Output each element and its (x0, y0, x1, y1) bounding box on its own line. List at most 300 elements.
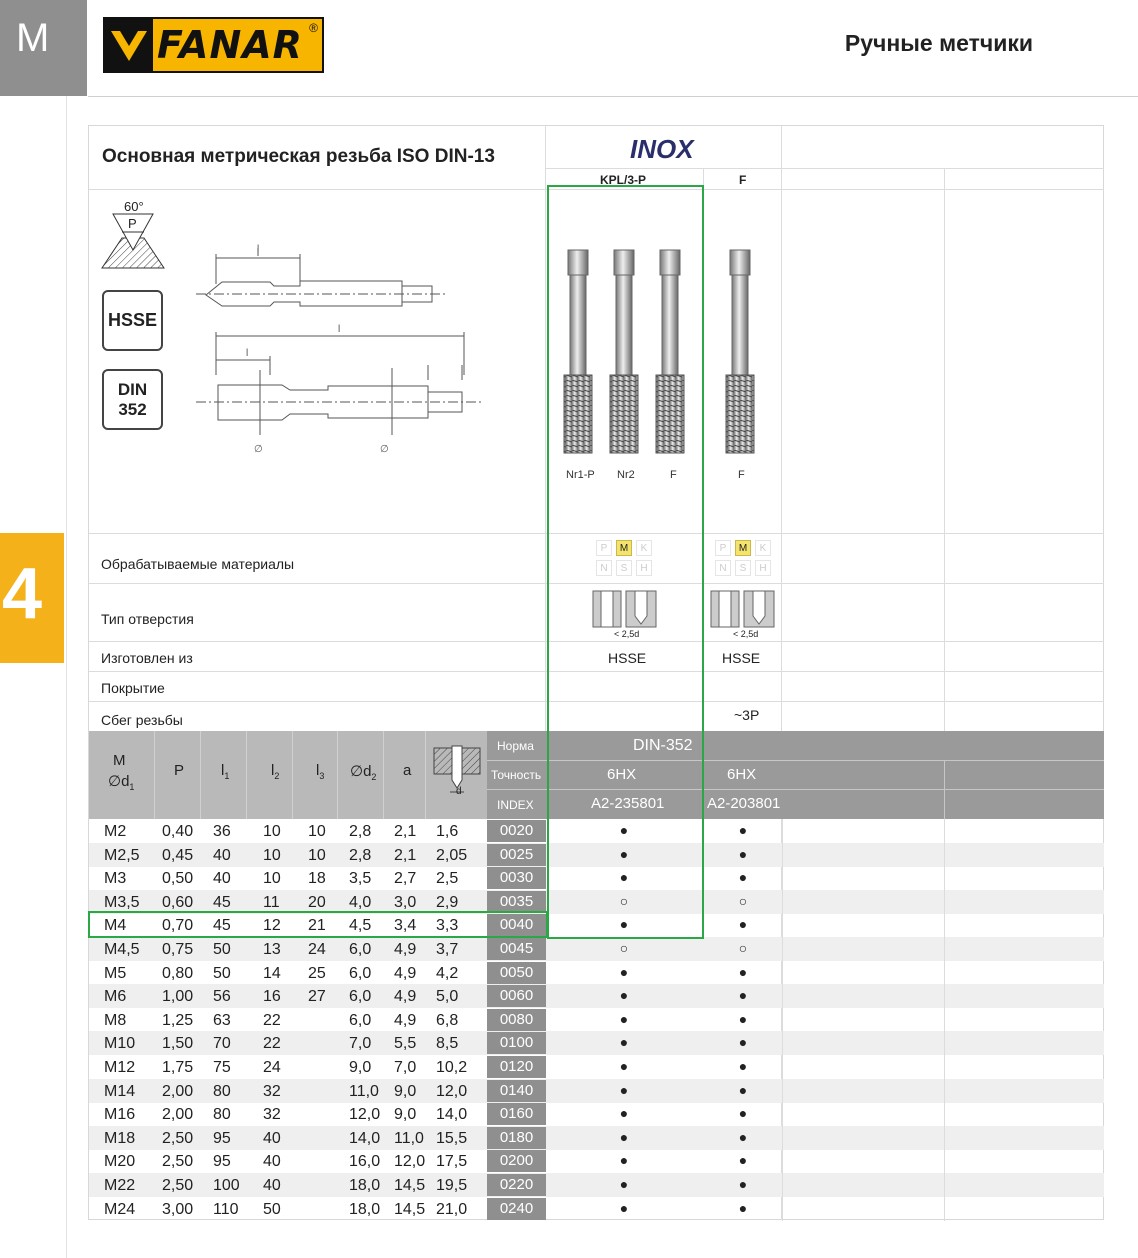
cell-a: 4,9 (394, 964, 417, 982)
cell-m: M2 (104, 823, 127, 840)
cell-a: 11,0 (394, 1129, 424, 1147)
availability-mark: ● (619, 916, 629, 933)
grid-line (944, 984, 945, 1008)
tap-label-nr1p: Nr1-P (566, 469, 595, 481)
grid-line (944, 819, 945, 843)
svg-text:l: l (257, 244, 260, 255)
hole-note: < 2,5d (614, 629, 640, 639)
material-k: K (636, 540, 652, 556)
grid-line (944, 1102, 945, 1126)
cell-l3: 20 (308, 893, 326, 911)
index-cell: 0200 (487, 1150, 546, 1172)
col-m: M (113, 752, 126, 769)
thread-pitch: P (128, 216, 137, 231)
cell-l3: 21 (308, 917, 326, 935)
grid-line (782, 1055, 783, 1079)
availability-mark: ● (738, 963, 748, 980)
grid-line (782, 1031, 783, 1055)
grid-line (782, 913, 783, 937)
grid-line (782, 961, 783, 985)
hole-note-2: < 2,5d (733, 629, 759, 639)
cell-d2: 18,0 (349, 1200, 381, 1218)
index-cell: 0020 (487, 820, 546, 842)
cell-l1: 45 (213, 917, 231, 935)
cell-p: 2,50 (162, 1129, 194, 1147)
grid-line (944, 866, 945, 890)
grid-line (383, 731, 384, 819)
cell-p: 0,75 (162, 941, 194, 958)
availability-mark: ○ (738, 892, 748, 909)
norm-value: DIN-352 (633, 737, 693, 754)
grid-line (545, 168, 1104, 169)
col-l2-sub: 2 (274, 771, 280, 781)
cell-m: M24 (104, 1200, 136, 1218)
grid-line (944, 961, 945, 985)
material-n: N (596, 560, 612, 576)
cell-m: M14 (104, 1082, 136, 1100)
cell-l2: 40 (263, 1177, 281, 1194)
cell-l1: 45 (213, 893, 231, 911)
table-row (89, 1197, 1104, 1221)
grid-line (944, 1173, 945, 1197)
grid-line (154, 731, 155, 819)
grid-line (200, 731, 201, 819)
din-badge-line1: DIN (117, 380, 148, 399)
cell-l2: 12 (263, 917, 281, 935)
material-p: P (596, 540, 612, 556)
material-k-2: K (755, 540, 771, 556)
index-cell: 0080 (487, 1009, 546, 1031)
col-d: d (456, 786, 462, 797)
grid-line (782, 1126, 783, 1150)
index-cell: 0050 (487, 962, 546, 984)
highlight-column (547, 185, 704, 939)
grid-line (782, 1079, 783, 1103)
cell-m: M18 (104, 1129, 136, 1147)
cell-d: 5,0 (436, 988, 459, 1006)
availability-mark: ● (619, 1058, 629, 1074)
cell-l2: 32 (263, 1082, 281, 1100)
grid-line (944, 913, 945, 937)
cell-d: 2,05 (436, 846, 468, 864)
made-of-kpl: HSSE (608, 650, 647, 666)
cell-d2: 16,0 (349, 1153, 381, 1171)
cell-l2: 40 (263, 1129, 281, 1147)
grid-line (782, 937, 783, 961)
cell-a: 4,9 (394, 941, 417, 958)
grid-line (944, 843, 945, 867)
table-title: Основная метрическая резьба ISO DIN-13 (102, 146, 495, 167)
table-row (89, 937, 1104, 961)
grid-line (944, 168, 945, 731)
availability-mark: ● (619, 1105, 629, 1122)
materials-label: Обрабатываемые материалы (101, 556, 295, 572)
cell-a: 14,5 (394, 1200, 426, 1218)
accuracy-label: Точность (491, 768, 542, 782)
index-cell: 0100 (487, 1032, 546, 1054)
cell-d: 2,5 (436, 870, 459, 888)
availability-mark: ● (738, 916, 748, 933)
col-d1-text: ∅d (108, 773, 130, 790)
cell-m: M6 (104, 988, 127, 1006)
index-cell: 0220 (487, 1174, 546, 1196)
svg-text:∅: ∅ (254, 444, 263, 455)
col-l3 (316, 762, 324, 781)
svg-text:l: l (246, 348, 249, 359)
cell-d: 12,0 (436, 1082, 468, 1100)
runout-label: Сбег резьбы (101, 712, 183, 728)
cell-a: 3,0 (394, 893, 417, 911)
col-p: P (174, 762, 185, 779)
availability-mark: ● (738, 1176, 748, 1192)
cell-m: M22 (104, 1177, 136, 1194)
cell-l2: 22 (263, 1035, 281, 1053)
cell-l1: 50 (213, 964, 231, 982)
accuracy-f: 6HX (727, 766, 757, 783)
logo-registered: ® (309, 21, 318, 35)
index-cell: 0030 (487, 867, 546, 889)
availability-mark: ○ (619, 892, 629, 909)
col-l1-sub: 1 (224, 771, 230, 781)
cell-l2: 16 (263, 988, 281, 1006)
hole-type-label: Тип отверстия (101, 611, 194, 627)
cell-l3: 24 (308, 941, 326, 958)
grid-line (944, 890, 945, 914)
cell-l1: 70 (213, 1035, 231, 1053)
material-s-2: S (735, 560, 751, 576)
cell-p: 2,00 (162, 1106, 194, 1124)
cell-p: 0,60 (162, 893, 194, 911)
availability-mark: ● (738, 1105, 748, 1122)
cell-m: M20 (104, 1153, 136, 1171)
cell-d2: 6,0 (349, 988, 372, 1006)
cell-a: 12,0 (394, 1153, 426, 1171)
cell-l2: 22 (263, 1011, 281, 1029)
col-l2-text: l (271, 762, 275, 779)
logo-text: FANAR (157, 23, 303, 67)
availability-mark: ● (738, 1010, 748, 1027)
fanar-logo (103, 17, 324, 73)
cell-l1: 75 (213, 1059, 231, 1076)
hole-type-icon-2 (710, 590, 776, 630)
index-cell: 0140 (487, 1080, 546, 1102)
cell-d2: 14,0 (349, 1129, 381, 1147)
cell-d: 15,5 (436, 1129, 468, 1147)
cell-l2: 32 (263, 1106, 281, 1124)
grid-line (782, 819, 783, 843)
tap-label-nr2: Nr2 (617, 469, 635, 481)
col-l3-text: l (316, 762, 320, 779)
highlight-row (88, 911, 548, 938)
index-f: A2-203801 (707, 795, 781, 812)
material-p-2: P (715, 540, 731, 556)
cell-d2: 6,0 (349, 1011, 372, 1029)
availability-mark: ● (619, 1152, 629, 1169)
col-l3-sub: 3 (319, 771, 325, 781)
availability-mark: ● (738, 822, 748, 838)
cell-l1: 80 (213, 1106, 231, 1124)
cell-l2: 13 (263, 941, 281, 958)
availability-mark: ● (619, 987, 629, 1004)
cell-p: 0,45 (162, 846, 194, 864)
availability-mark: ● (738, 1081, 748, 1098)
cell-l1: 56 (213, 988, 231, 1006)
cell-p: 2,50 (162, 1177, 194, 1194)
grid-line (944, 1008, 945, 1032)
cell-a: 7,0 (394, 1059, 417, 1076)
cell-l3: 10 (308, 846, 326, 864)
availability-mark: ● (619, 1010, 629, 1027)
chapter-tab[interactable]: 4 (0, 533, 64, 663)
availability-mark: ● (619, 1199, 629, 1216)
left-divider (66, 96, 67, 1258)
cell-l2: 40 (263, 1153, 281, 1171)
index-cell: 0060 (487, 985, 546, 1007)
cell-l2: 14 (263, 964, 281, 982)
svg-text:∅: ∅ (380, 444, 389, 455)
availability-mark: ● (619, 1034, 629, 1051)
tap-drawing-icon (196, 240, 486, 460)
grid-line (337, 731, 338, 819)
material-h-2: H (755, 560, 771, 576)
grid-line (425, 731, 426, 819)
cell-d: 17,5 (436, 1153, 468, 1171)
grid-line (944, 1079, 945, 1103)
cell-a: 5,5 (394, 1035, 417, 1053)
cell-m: M3,5 (104, 893, 140, 911)
cell-a: 2,1 (394, 823, 417, 840)
material-m-2: M (735, 540, 751, 556)
index-cell: 0240 (487, 1198, 546, 1220)
col-d2-text: ∅d (350, 763, 372, 780)
cell-l3: 18 (308, 870, 326, 888)
cell-l2: 50 (263, 1200, 281, 1218)
cell-m: M10 (104, 1035, 136, 1053)
cell-d: 10,2 (436, 1059, 468, 1076)
tap-label-f: F (670, 469, 677, 481)
cell-l2: 10 (263, 823, 281, 840)
index-label: INDEX (497, 798, 534, 812)
cell-m: M2,5 (104, 846, 140, 864)
grid-line (292, 731, 293, 819)
cell-p: 2,00 (162, 1082, 194, 1100)
cell-p: 1,50 (162, 1035, 194, 1053)
table-row (89, 1149, 1104, 1173)
inox-label: INOX (630, 134, 694, 164)
cell-d2: 6,0 (349, 941, 372, 958)
cell-m: M5 (104, 964, 127, 982)
table-row (89, 1102, 1104, 1126)
accuracy-kpl: 6HX (607, 766, 637, 783)
cell-l1: 40 (213, 870, 231, 888)
availability-mark: ● (738, 1199, 748, 1216)
cell-d: 3,3 (436, 917, 459, 935)
availability-mark: ● (619, 822, 629, 838)
index-cell: 0180 (487, 1127, 546, 1149)
cell-d2: 12,0 (349, 1106, 381, 1124)
made-of-f: HSSE (722, 650, 761, 666)
table-row (89, 961, 1104, 985)
hsse-badge: HSSE (102, 290, 163, 351)
tap-image-f-icon (722, 245, 762, 460)
cell-l2: 24 (263, 1059, 281, 1076)
cell-l1: 40 (213, 846, 231, 864)
section-letter: M (0, 0, 87, 96)
cell-d2: 6,0 (349, 964, 372, 982)
cell-l1: 50 (213, 941, 231, 958)
grid-line (782, 1173, 783, 1197)
cell-l1: 110 (213, 1200, 239, 1218)
cell-p: 0,40 (162, 823, 194, 840)
cell-d2: 9,0 (349, 1059, 372, 1076)
cell-d2: 3,5 (349, 870, 372, 888)
grid-line (944, 1031, 945, 1055)
grid-line (782, 984, 783, 1008)
cell-l1: 100 (213, 1177, 240, 1194)
availability-mark: ○ (619, 940, 629, 956)
cell-l1: 36 (213, 823, 231, 840)
grid-line (782, 890, 783, 914)
availability-mark: ● (738, 1058, 748, 1074)
col-d1 (108, 772, 134, 792)
index-cell: 0120 (487, 1056, 546, 1078)
cell-d: 14,0 (436, 1106, 468, 1124)
cell-l1: 63 (213, 1011, 231, 1029)
cell-p: 2,50 (162, 1153, 194, 1171)
tap-label-f2: F (738, 469, 745, 481)
grid-line (944, 1055, 945, 1079)
cell-a: 2,7 (394, 870, 417, 888)
cell-a: 9,0 (394, 1106, 417, 1124)
norm-label: Норма (497, 739, 534, 753)
cell-p: 1,75 (162, 1059, 194, 1076)
availability-mark: ● (619, 1128, 629, 1145)
table-row (89, 1055, 1104, 1079)
table-row (89, 1126, 1104, 1150)
cell-d2: 4,0 (349, 893, 372, 911)
cell-d: 21,0 (436, 1200, 468, 1218)
col-l1-text: l (221, 762, 225, 779)
col-d2 (350, 762, 376, 782)
availability-mark: ● (738, 1152, 748, 1169)
availability-mark: ○ (738, 940, 748, 956)
cell-a: 14,5 (394, 1177, 426, 1194)
cell-a: 2,1 (394, 846, 417, 864)
cell-d2: 2,8 (349, 846, 372, 864)
coating-label: Покрытие (101, 680, 165, 696)
cell-d: 2,9 (436, 893, 459, 911)
table-row (89, 984, 1104, 1008)
cell-d2: 18,0 (349, 1177, 381, 1194)
svg-text:l: l (338, 324, 341, 335)
availability-mark: ● (738, 845, 748, 862)
cell-l3: 27 (308, 988, 326, 1006)
cell-d: 3,7 (436, 941, 459, 958)
runout-f: ~3P (734, 707, 760, 723)
availability-mark: ● (738, 987, 748, 1004)
grid-line (944, 1197, 945, 1221)
cell-d: 6,8 (436, 1011, 459, 1029)
index-cell: 0160 (487, 1103, 546, 1125)
index-cell: 0040 (487, 914, 546, 936)
table-row (89, 1079, 1104, 1103)
material-m: M (616, 540, 632, 556)
index-cell: 0035 (487, 891, 546, 913)
cell-d2: 7,0 (349, 1035, 372, 1053)
page-title: Ручные метчики (844, 30, 1033, 56)
cell-a: 4,9 (394, 1011, 417, 1029)
grid-line (782, 1197, 783, 1221)
cell-l1: 95 (213, 1153, 231, 1171)
cell-m: M12 (104, 1059, 136, 1076)
grid-line (944, 937, 945, 961)
availability-mark: ● (738, 1034, 748, 1051)
material-n-2: N (715, 560, 731, 576)
material-s: S (616, 560, 632, 576)
cell-d2: 2,8 (349, 823, 372, 840)
cell-d: 4,2 (436, 964, 459, 982)
cell-l1: 95 (213, 1129, 231, 1147)
cell-m: M16 (104, 1106, 136, 1124)
cell-d: 1,6 (436, 823, 459, 840)
availability-mark: ● (738, 1128, 748, 1145)
cell-l1: 80 (213, 1082, 231, 1100)
cell-p: 0,70 (162, 917, 194, 935)
cell-p: 1,00 (162, 988, 194, 1006)
cell-a: 9,0 (394, 1082, 417, 1100)
cell-m: M4,5 (104, 941, 140, 958)
cell-d2: 4,5 (349, 917, 372, 935)
cell-m: M8 (104, 1011, 127, 1029)
grid-line (782, 866, 783, 890)
availability-mark: ● (619, 963, 629, 980)
cell-p: 0,80 (162, 964, 194, 982)
grid-line (944, 1149, 945, 1173)
header-divider (88, 96, 1138, 97)
cell-d: 8,5 (436, 1035, 459, 1053)
cell-a: 3,4 (394, 917, 417, 935)
col-d1-sub: 1 (129, 782, 135, 792)
grid-line (246, 731, 247, 819)
cell-p: 3,00 (162, 1200, 194, 1218)
table-row (89, 1173, 1104, 1197)
grid-line (782, 1149, 783, 1173)
cell-l2: 10 (263, 846, 281, 864)
availability-mark: ● (619, 1176, 629, 1192)
cell-a: 4,9 (394, 988, 417, 1006)
grid-line (782, 1102, 783, 1126)
thread-angle: 60° (124, 199, 144, 214)
cell-d2: 11,0 (349, 1082, 379, 1100)
cell-l2: 11 (263, 893, 280, 911)
din-badge-line2: 352 (118, 400, 147, 419)
cell-p: 0,50 (162, 870, 194, 888)
din-badge (102, 369, 163, 430)
table-header (89, 731, 487, 819)
availability-mark: ● (619, 869, 629, 886)
cell-l3: 10 (308, 823, 326, 840)
col-a: a (403, 762, 412, 779)
table-row (89, 1008, 1104, 1032)
material-h: H (636, 560, 652, 576)
availability-mark: ● (738, 869, 748, 886)
cell-d: 19,5 (436, 1177, 468, 1194)
made-of-label: Изготовлен из (101, 650, 193, 666)
availability-mark: ● (619, 845, 629, 862)
cell-m: M3 (104, 870, 127, 888)
grid-line (944, 1126, 945, 1150)
table-row (89, 1031, 1104, 1055)
